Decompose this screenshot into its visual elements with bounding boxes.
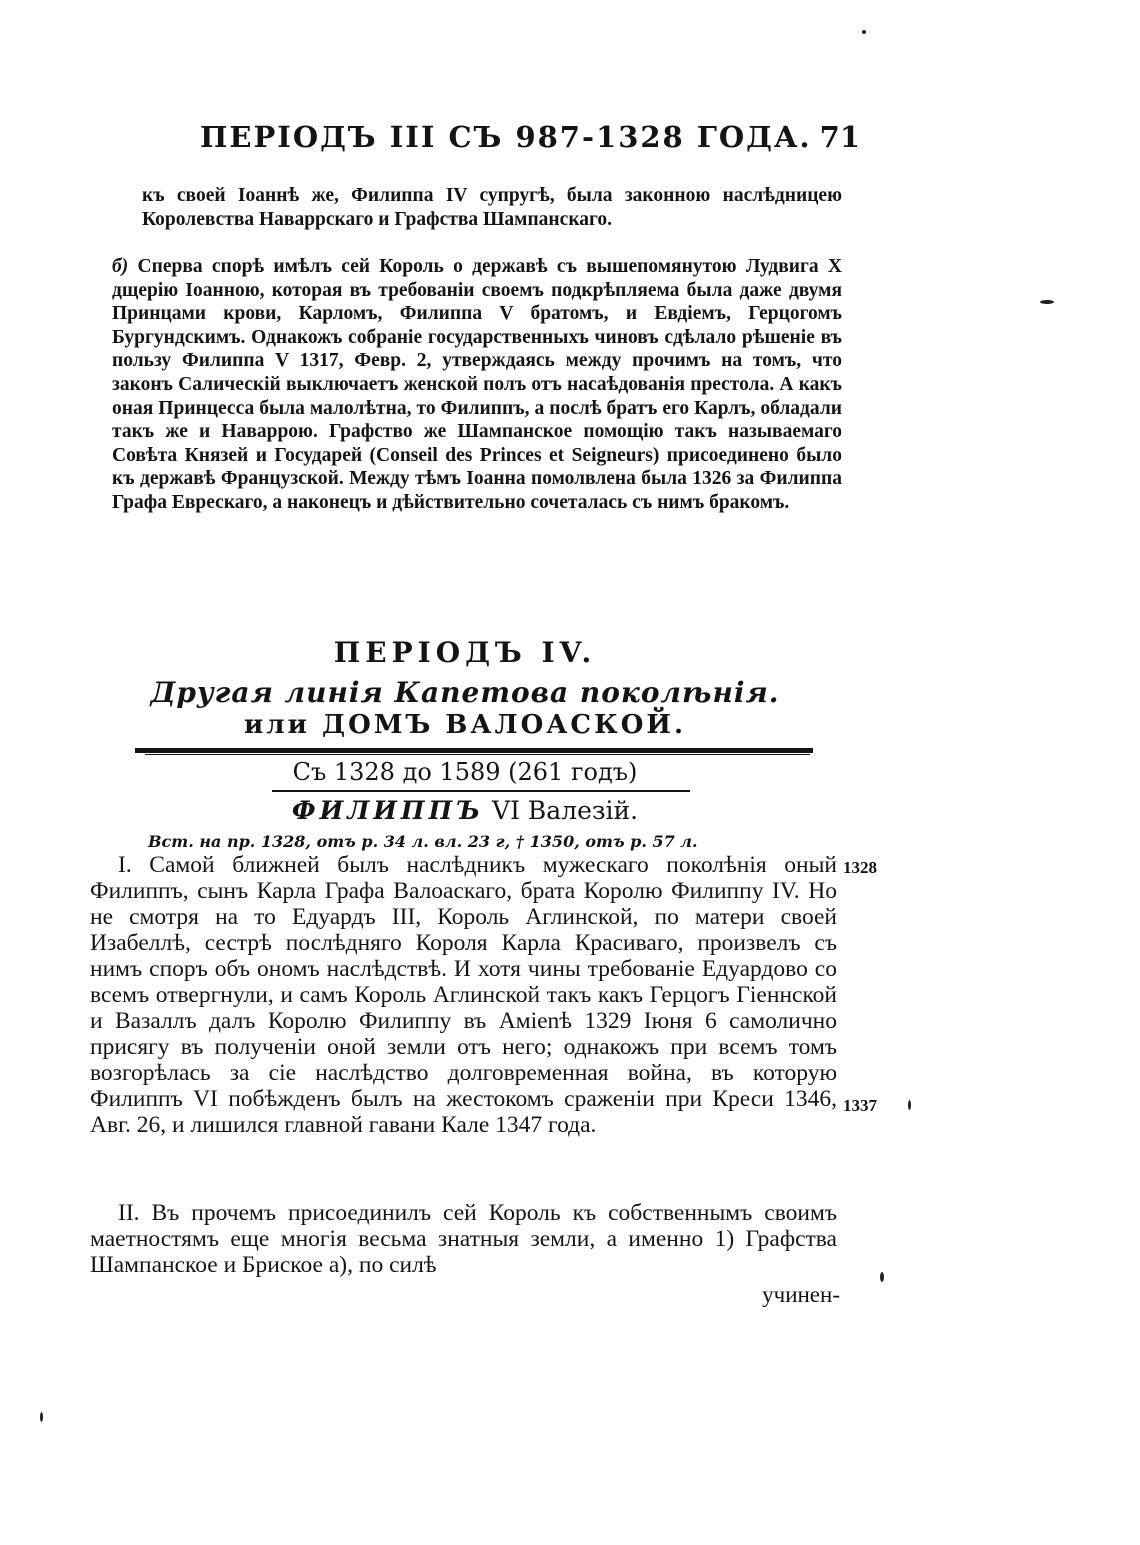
ink-speck (908, 1100, 911, 1110)
thick-rule (135, 748, 813, 753)
footnote-b-text: Сперва спорѣ имѣлъ сей Король о державѣ съ вышепомянутою Лудвига X дщерію Іоанною, которая въ требованіи своемъ подкрѣпляема была даже двумя Принцами крови, Карломъ, Филиппа V братомъ, и Евдіемъ, Герцогомъ Бургундскимъ. Однакожъ собраніе государственныхъ чиновъ сдѣлало рѣшеніе въ пользу Филиппа V 1317, Февр. 2, утверждаясь между прочимъ на томъ, что законъ Салическiй выключаетъ женской полъ отъ насаѣдованія престола. А какъ оная Принцесса была малолѣтна, то Филиппъ, а послѣ братъ его Карлъ, обладали такъ же и Наваррою. Графство же Шампанское помощію такъ называемаго Совѣта Князей и Государей (Conseil des Princes et Seigneurs) присоединено было къ державѣ Французской. Между тѣмъ Іоанна помолвлена была 1326 за Филиппа Графа Еврескаго, а наконецъ и дѣйствительно сочеталась съ нимъ бракомъ. (112, 256, 842, 513)
reign-dates: Вст. на пр. 1328, отъ р. 34 л. вл. 23 г, † 1350, отъ р. 57 л. (148, 832, 698, 851)
footnote-b (112, 255, 842, 515)
margin-note-year: 1328 (843, 858, 877, 877)
period-title: ПЕРІОДЪ IV. (333, 636, 597, 669)
paragraph-2: II. Въ прочемъ присоединилъ сей Король къ собственнымъ своимъ маетностямъ еще многія весьма знатныя земли, а именно 1) Графства Шампанское и Бриское a), по силѣ (90, 1200, 837, 1278)
king-name: ФИЛИППЪ (291, 796, 485, 825)
page-number: 71 (819, 120, 860, 154)
ink-speck (40, 1412, 43, 1422)
years-heading: Съ 1328 до 1589 (261 годъ) (292, 758, 638, 786)
catchword: учинен- (762, 1282, 840, 1307)
footnote-a: къ своей Іоаннѣ же, Филиппа IV супругѣ, была законною наслѣдницею Королевства Наваррскаго и Графства Шампанскаго. (142, 185, 842, 230)
page-header (200, 120, 860, 164)
king-title: VI Валезій. (492, 796, 639, 825)
thin-rule (145, 754, 810, 755)
ink-speck (1040, 300, 1054, 304)
years-underline (272, 790, 690, 792)
footnote-b-mark: б) (112, 256, 129, 277)
ink-speck (880, 1272, 884, 1282)
running-title: ПЕРІОДЪ III СЪ 987-1328 ГОДА. (200, 120, 812, 154)
margin-note-year: 1337 (843, 1096, 877, 1115)
paragraph-1: I. Самой ближней былъ наслѣдникъ мужескаго поколѣнія оный Филиппъ, сынъ Карла Графа Валоаскаго, брата Королю Филиппу IV. Но не смотря на то Едуардъ III, Король Аглинской, по матери своей Изабеллѣ, сестрѣ послѣдняго Короля Карла Красиваго, произвелъ съ нимъ споръ объ ономъ наслѣдствѣ. И хотя чины требованіе Едуардово со всемъ отвергнули, и самъ Король Аглинской такъ какъ Герцогъ Гіеннской и Вазаллъ далъ Королю Филиппу въ Амienѣ 1329 Іюня 6 самолично присягу въ полученіи оной земли отъ него; однакожъ при всемъ томъ возгорѣлась за сіе наслѣдство долговременная война, въ которую Филиппъ VI побѣжденъ былъ на жестокомъ сраженіи при Креси 1346, Авг. 26, и лишился главной гавани Кале 1347 года. (90, 852, 837, 1138)
house-title: или ДОМЪ ВАЛОАСКОЙ. (244, 710, 686, 740)
ink-speck (862, 30, 866, 34)
period-subtitle: Другая линія Капетова поколѣнія. (150, 676, 780, 709)
king-heading (0, 796, 930, 825)
